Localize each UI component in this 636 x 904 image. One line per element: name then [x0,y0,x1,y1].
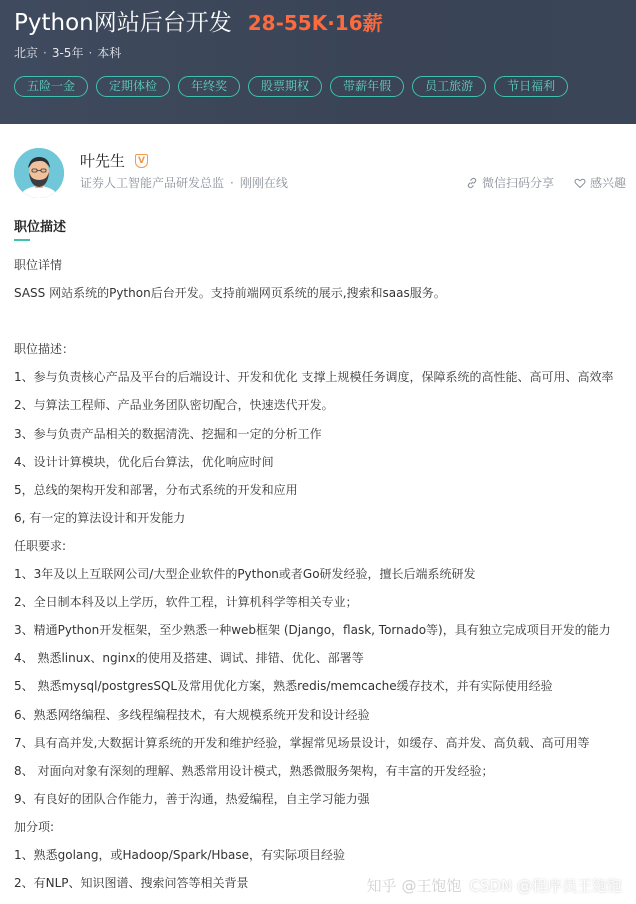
job-education: 本科 [97,46,122,60]
job-title: Python网站后台开发 [14,10,232,36]
description-line: 职位详情 [14,258,63,272]
description-line: 8、 对面向对象有深刻的理解、熟悉常用设计模式，熟悉微服务架构，有丰富的开发经验； [14,763,494,778]
link-icon [466,177,478,189]
job-title-row [14,4,383,40]
benefit-tag: 五险一金 [14,76,88,97]
section-underline [14,239,30,241]
description-line: 1、3年及以上互联网公司/大型企业软件的Python或者Go研发经验，擅长后端系统研发 [14,567,476,582]
description-line: 职位描述： [14,342,75,357]
description-line: 6, 有一定的算法设计和开发能力 [14,510,186,525]
section-title: 职位描述 [14,220,67,235]
description-line: 2、与算法工程师、产品业务团队密切配合，快速迭代开发。 [14,398,334,413]
recruiter-name-row [80,150,148,171]
description-line: 1、参与负责核心产品及平台的后端设计、开发和优化 支撑上规模任务调度，保障系统的高性能、高可用、高效率 [14,370,614,385]
description-line: 3、参与负责产品相关的数据清洗、挖掘和一定的分析工作 [14,426,322,441]
meta-separator: · [88,46,93,60]
avatar[interactable] [14,148,64,198]
job-meta [14,44,121,61]
description-line: 9、有良好的团队合作能力，善于沟通，热爱编程，自主学习能力强 [14,791,370,806]
share-label: 微信扫码分享 [481,176,554,190]
interest-button[interactable] [574,174,626,191]
description-line: SASS 网站系统的Python后台开发。支持前端网页系统的展示,搜索和saas服务。 [14,286,446,301]
watermark-text: CSDN @程序员王饱饱 [469,877,622,895]
benefit-tag: 年终奖 [178,76,240,97]
description-line: 3、精通Python开发框架，至少熟悉一种web框架 (Django，flask, Tornado等)，具有独立完成项目开发的能力 [14,623,611,638]
description-line: 加分项: [14,819,55,834]
description-line: 4、 熟悉linux、nginx的使用及搭建、调试、排错、优化、部署等 [14,651,364,666]
recruiter-title: 证券人工智能产品研发总监 [80,176,225,190]
watermark [367,875,622,896]
job-header [0,0,636,124]
description-line: 7、具有高并发,大数据计算系统的开发和维护经验，掌握常见场景设计，如缓存、高并发、高负载、高可用等 [14,735,590,750]
description-line: 2、有NLP、知识图谱、搜索问答等相关背景 [14,876,249,891]
recruiter-actions [466,174,626,191]
description-line: 5，总线的架构开发和部署，分布式系统的开发和应用 [14,482,298,497]
recruiter-subtitle [80,174,288,191]
description-line: 1、熟悉golang，或Hadoop/Spark/Hbase，有实际项目经验 [14,847,345,862]
job-city: 北京 [14,46,39,60]
recruiter-card [14,146,626,198]
heart-icon [574,177,586,189]
benefit-tags [14,76,568,97]
description-line: 5、 熟悉mysql/postgresSQL及常用优化方案，熟悉redis/memcache缓存技术，并有实际使用经验 [14,679,553,694]
description-line: 4、设计计算模块，优化后台算法，优化响应时间 [14,454,274,469]
avatar-illustration-icon [14,148,64,198]
recruiter-status: 刚刚在线 [239,176,288,190]
description-line: 任职要求: [14,538,67,553]
description-line [14,307,626,335]
interest-label: 感兴趣 [589,176,626,190]
benefit-tag: 定期体检 [96,76,170,97]
benefit-tag: 股票期权 [248,76,322,97]
benefit-tag: 员工旅游 [412,76,486,97]
job-salary: 28-55K·16薪 [247,11,383,35]
description-line: 6、熟悉网络编程、多线程编程技术，有大规模系统开发和设计经验 [14,707,370,722]
share-button[interactable] [466,174,554,191]
verified-badge-icon: V [135,154,148,168]
recruiter-separator: · [230,176,234,190]
watermark-faint: 知乎 @王饱饱 [366,877,462,895]
benefit-tag: 节日福利 [494,76,568,97]
description-line: 2、全日制本科及以上学历，软件工程，计算机科学等相关专业； [14,595,358,610]
job-description [14,251,626,897]
recruiter-name: 叶先生 [80,152,126,170]
benefit-tag: 带薪年假 [330,76,404,97]
meta-separator: · [43,46,47,60]
job-experience: 3-5年 [51,46,84,60]
